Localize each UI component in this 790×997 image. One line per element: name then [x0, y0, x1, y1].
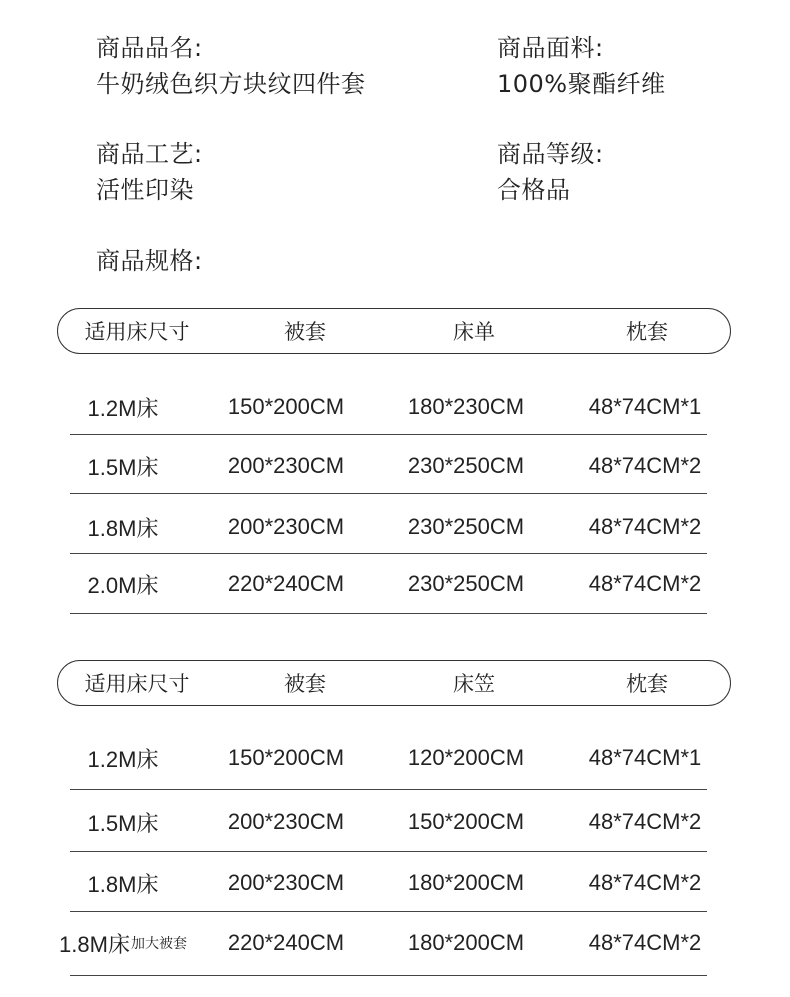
fitted-sheet-size-cell: 180*200CM: [407, 870, 525, 895]
table2-header: [57, 660, 731, 706]
product-fabric-value: 100%聚酯纤维: [497, 70, 666, 98]
product-fabric-label: 商品面料:: [497, 34, 604, 62]
duvet-size-cell: 150*200CM: [227, 745, 345, 770]
table-row: [0, 507, 790, 547]
pillowcase-size-cell: 48*74CM*2: [588, 453, 702, 478]
sheet-size-cell: 180*230CM: [407, 394, 525, 419]
sheet-size-cell: 230*250CM: [407, 514, 525, 539]
table1-header-sheet: 床单: [453, 320, 495, 344]
duvet-size-cell: 150*200CM: [227, 394, 345, 419]
table-row: [0, 564, 790, 604]
product-grade-block: [497, 136, 604, 208]
sheet-size-cell: 230*250CM: [407, 571, 525, 596]
duvet-size-cell: 200*230CM: [227, 514, 345, 539]
product-fabric-block: [497, 30, 666, 102]
fitted-sheet-size-cell: 180*200CM: [407, 930, 525, 955]
bed-size-cell: [59, 923, 187, 963]
duvet-size-cell: 220*240CM: [227, 571, 345, 596]
row-divider: [70, 434, 707, 435]
product-spec-label: 商品规格:: [96, 247, 203, 275]
bed-size-text: 1.8M床: [59, 931, 130, 957]
table2-header-size: 适用床尺寸: [84, 672, 190, 696]
product-name-value: 牛奶绒色织方块纹四件套: [96, 70, 366, 98]
bed-size-cell: 1.5M床: [87, 454, 159, 480]
product-grade-value: 合格品: [497, 176, 571, 204]
product-name-label: 商品品名:: [96, 34, 203, 62]
row-divider: [70, 789, 707, 790]
pillowcase-size-cell: 48*74CM*2: [588, 809, 702, 834]
pillowcase-size-cell: 48*74CM*1: [588, 745, 702, 770]
table2-header-pillowcase: 枕套: [626, 672, 668, 696]
pillowcase-size-cell: 48*74CM*2: [588, 870, 702, 895]
duvet-size-cell: 200*230CM: [227, 870, 345, 895]
row-divider: [70, 553, 707, 554]
product-name-block: [96, 30, 366, 102]
table1-header-duvet: 被套: [284, 320, 326, 344]
row-divider: [70, 911, 707, 912]
table2-header-duvet: 被套: [284, 672, 326, 696]
bed-size-cell: 1.2M床: [87, 746, 159, 772]
table1-header: [57, 308, 731, 354]
table-row: [0, 802, 790, 842]
bed-size-cell: 2.0M床: [87, 572, 159, 598]
table-row: [0, 863, 790, 903]
table-row: [0, 923, 790, 963]
table-row: [0, 446, 790, 486]
duvet-size-cell: 200*230CM: [227, 809, 345, 834]
product-craft-label: 商品工艺:: [96, 140, 203, 168]
sheet-size-cell: 230*250CM: [407, 453, 525, 478]
row-divider: [70, 975, 707, 976]
table-row: [0, 387, 790, 427]
pillowcase-size-cell: 48*74CM*2: [588, 514, 702, 539]
table-row: [0, 738, 790, 778]
table2-header-fitted-sheet: 床笠: [453, 672, 495, 696]
product-grade-label: 商品等级:: [497, 140, 604, 168]
fitted-sheet-size-cell: 120*200CM: [407, 745, 525, 770]
table1-header-size: 适用床尺寸: [84, 320, 190, 344]
product-craft-value: 活性印染: [96, 176, 194, 204]
row-divider: [70, 493, 707, 494]
product-spec-block: [96, 243, 203, 279]
row-divider: [70, 851, 707, 852]
row-divider: [70, 613, 707, 614]
fitted-sheet-size-cell: 150*200CM: [407, 809, 525, 834]
table1-header-pillowcase: 枕套: [626, 320, 668, 344]
bed-size-cell: 1.8M床: [87, 871, 159, 897]
pillowcase-size-cell: 48*74CM*1: [588, 394, 702, 419]
product-craft-block: [96, 136, 203, 208]
oversized-duvet-note: 加大被套: [130, 935, 187, 951]
pillowcase-size-cell: 48*74CM*2: [588, 930, 702, 955]
pillowcase-size-cell: 48*74CM*2: [588, 571, 702, 596]
duvet-size-cell: 220*240CM: [227, 930, 345, 955]
duvet-size-cell: 200*230CM: [227, 453, 345, 478]
bed-size-cell: 1.5M床: [87, 810, 159, 836]
bed-size-cell: 1.8M床: [87, 515, 159, 541]
bed-size-cell: 1.2M床: [87, 395, 159, 421]
